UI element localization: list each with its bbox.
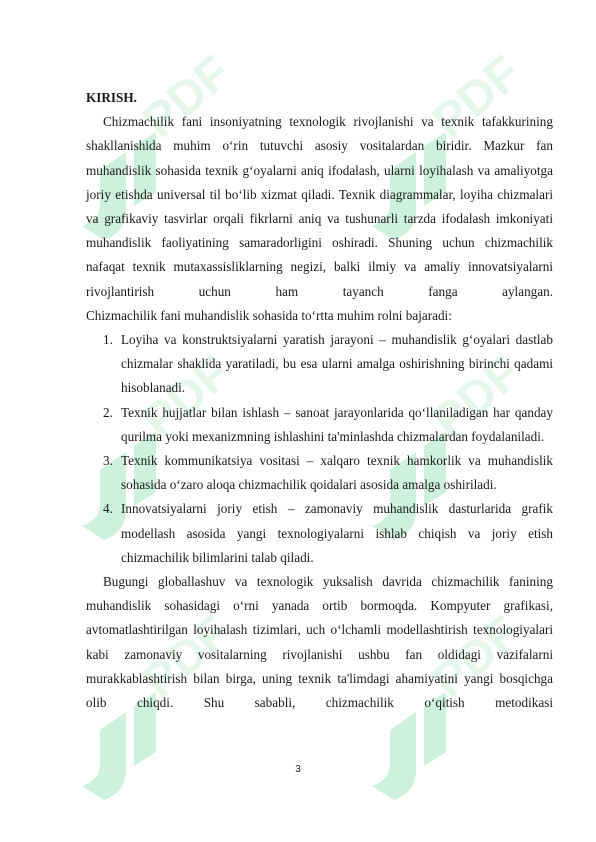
paragraph-roles-intro: Chizmachilik fani muhandislik sohasida to‘rtta muhim rolni bajaradi: xyxy=(86,307,452,323)
roles-list xyxy=(86,328,553,570)
list-item xyxy=(86,497,553,570)
paragraph-intro: Chizmachilik fani insoniyatning texnologik rivojlanishi va texnik tafakkurining shakllanishida muhim o‘rin tutuvchi asosiy vositalardan biridir. Mazkur fan muhandislik sohasida texnik g‘oyalarni aniq ifodalash, ularni loyihalash va amaliyotga joriy etishda universal til bo‘lib xizmat qiladi. Texnik diagrammalar, loyiha chizmalari va grafikaviy tasvirlar orqali fikrlarni aniq va tushunarli tarzda ifodalash imkoniyati muhandislik faoliyatining samaradorligini oshiradi. Shuning uchun chizmachilik nafaqat texnik mutaxassisliklarning negizi, balki ilmiy va amaliy innovatsiyalarni rivojlantirish uchun ham tayanch fanga aylangan. xyxy=(86,114,553,299)
list-item-number: 3. xyxy=(103,453,113,469)
list-item-number: 1. xyxy=(103,332,113,348)
list-item-number: 2. xyxy=(103,404,113,420)
list-item-number: 4. xyxy=(103,501,113,517)
list-item xyxy=(86,328,553,401)
list-item-text: Loyiha va konstruktsiyalarni yaratish jarayoni – muhandislik g‘oyalari dastlab chizmalar shaklida yaratiladi, bu esa ularni amalga oshirishning birinchi qadami hisoblanadi. xyxy=(121,332,553,396)
list-item-text: Innovatsiyalarni joriy etish – zamonaviy muhandislik dasturlarida grafik modellash asosida yangi texnologiyalarni ishlab chiqish va joriy etish chizmachilik bilimlarini talab qiladi. xyxy=(121,501,553,565)
paragraph-conclusion: Bugungi globallashuv va texnologik yuksalish davrida chizmachilik fanining muhandislik sohasidagi o‘rni yanada ortib bormoqda. Kompyuter grafikasi, avtomatlashtirilgan loyihalash tizimlari, uch o‘lchamli modellashtirish texnologiyalari kabi zamonaviy vositalarning rivojlanishi ushbu fan oldidagi vazifalarni murakkablashtirish bilan birga, uning texnik ta'limdagi ahamiyatini yangi bosqichga olib chiqdi. Shu sababli, chizmachilik o‘qitish metodikasi xyxy=(86,574,553,711)
page-number: 3 xyxy=(295,764,301,775)
list-item-text: Texnik hujjatlar bilan ishlash – sanoat jarayonlarida qo‘llaniladigan har qanday qurilma yoki mexanizmning ishlashini ta'minlashda chizmalardan foydalaniladi. xyxy=(121,404,553,444)
list-item xyxy=(86,401,553,449)
page-title: KIRISH. xyxy=(86,90,137,105)
list-item xyxy=(86,449,553,497)
list-item-text: Texnik kommunikatsiya vositasi – xalqaro texnik hamkorlik va muhandislik sohasida o‘zaro aloqa chizmachilik qoidalari asosida amalga oshiriladi. xyxy=(121,453,553,493)
page-body xyxy=(86,86,553,715)
